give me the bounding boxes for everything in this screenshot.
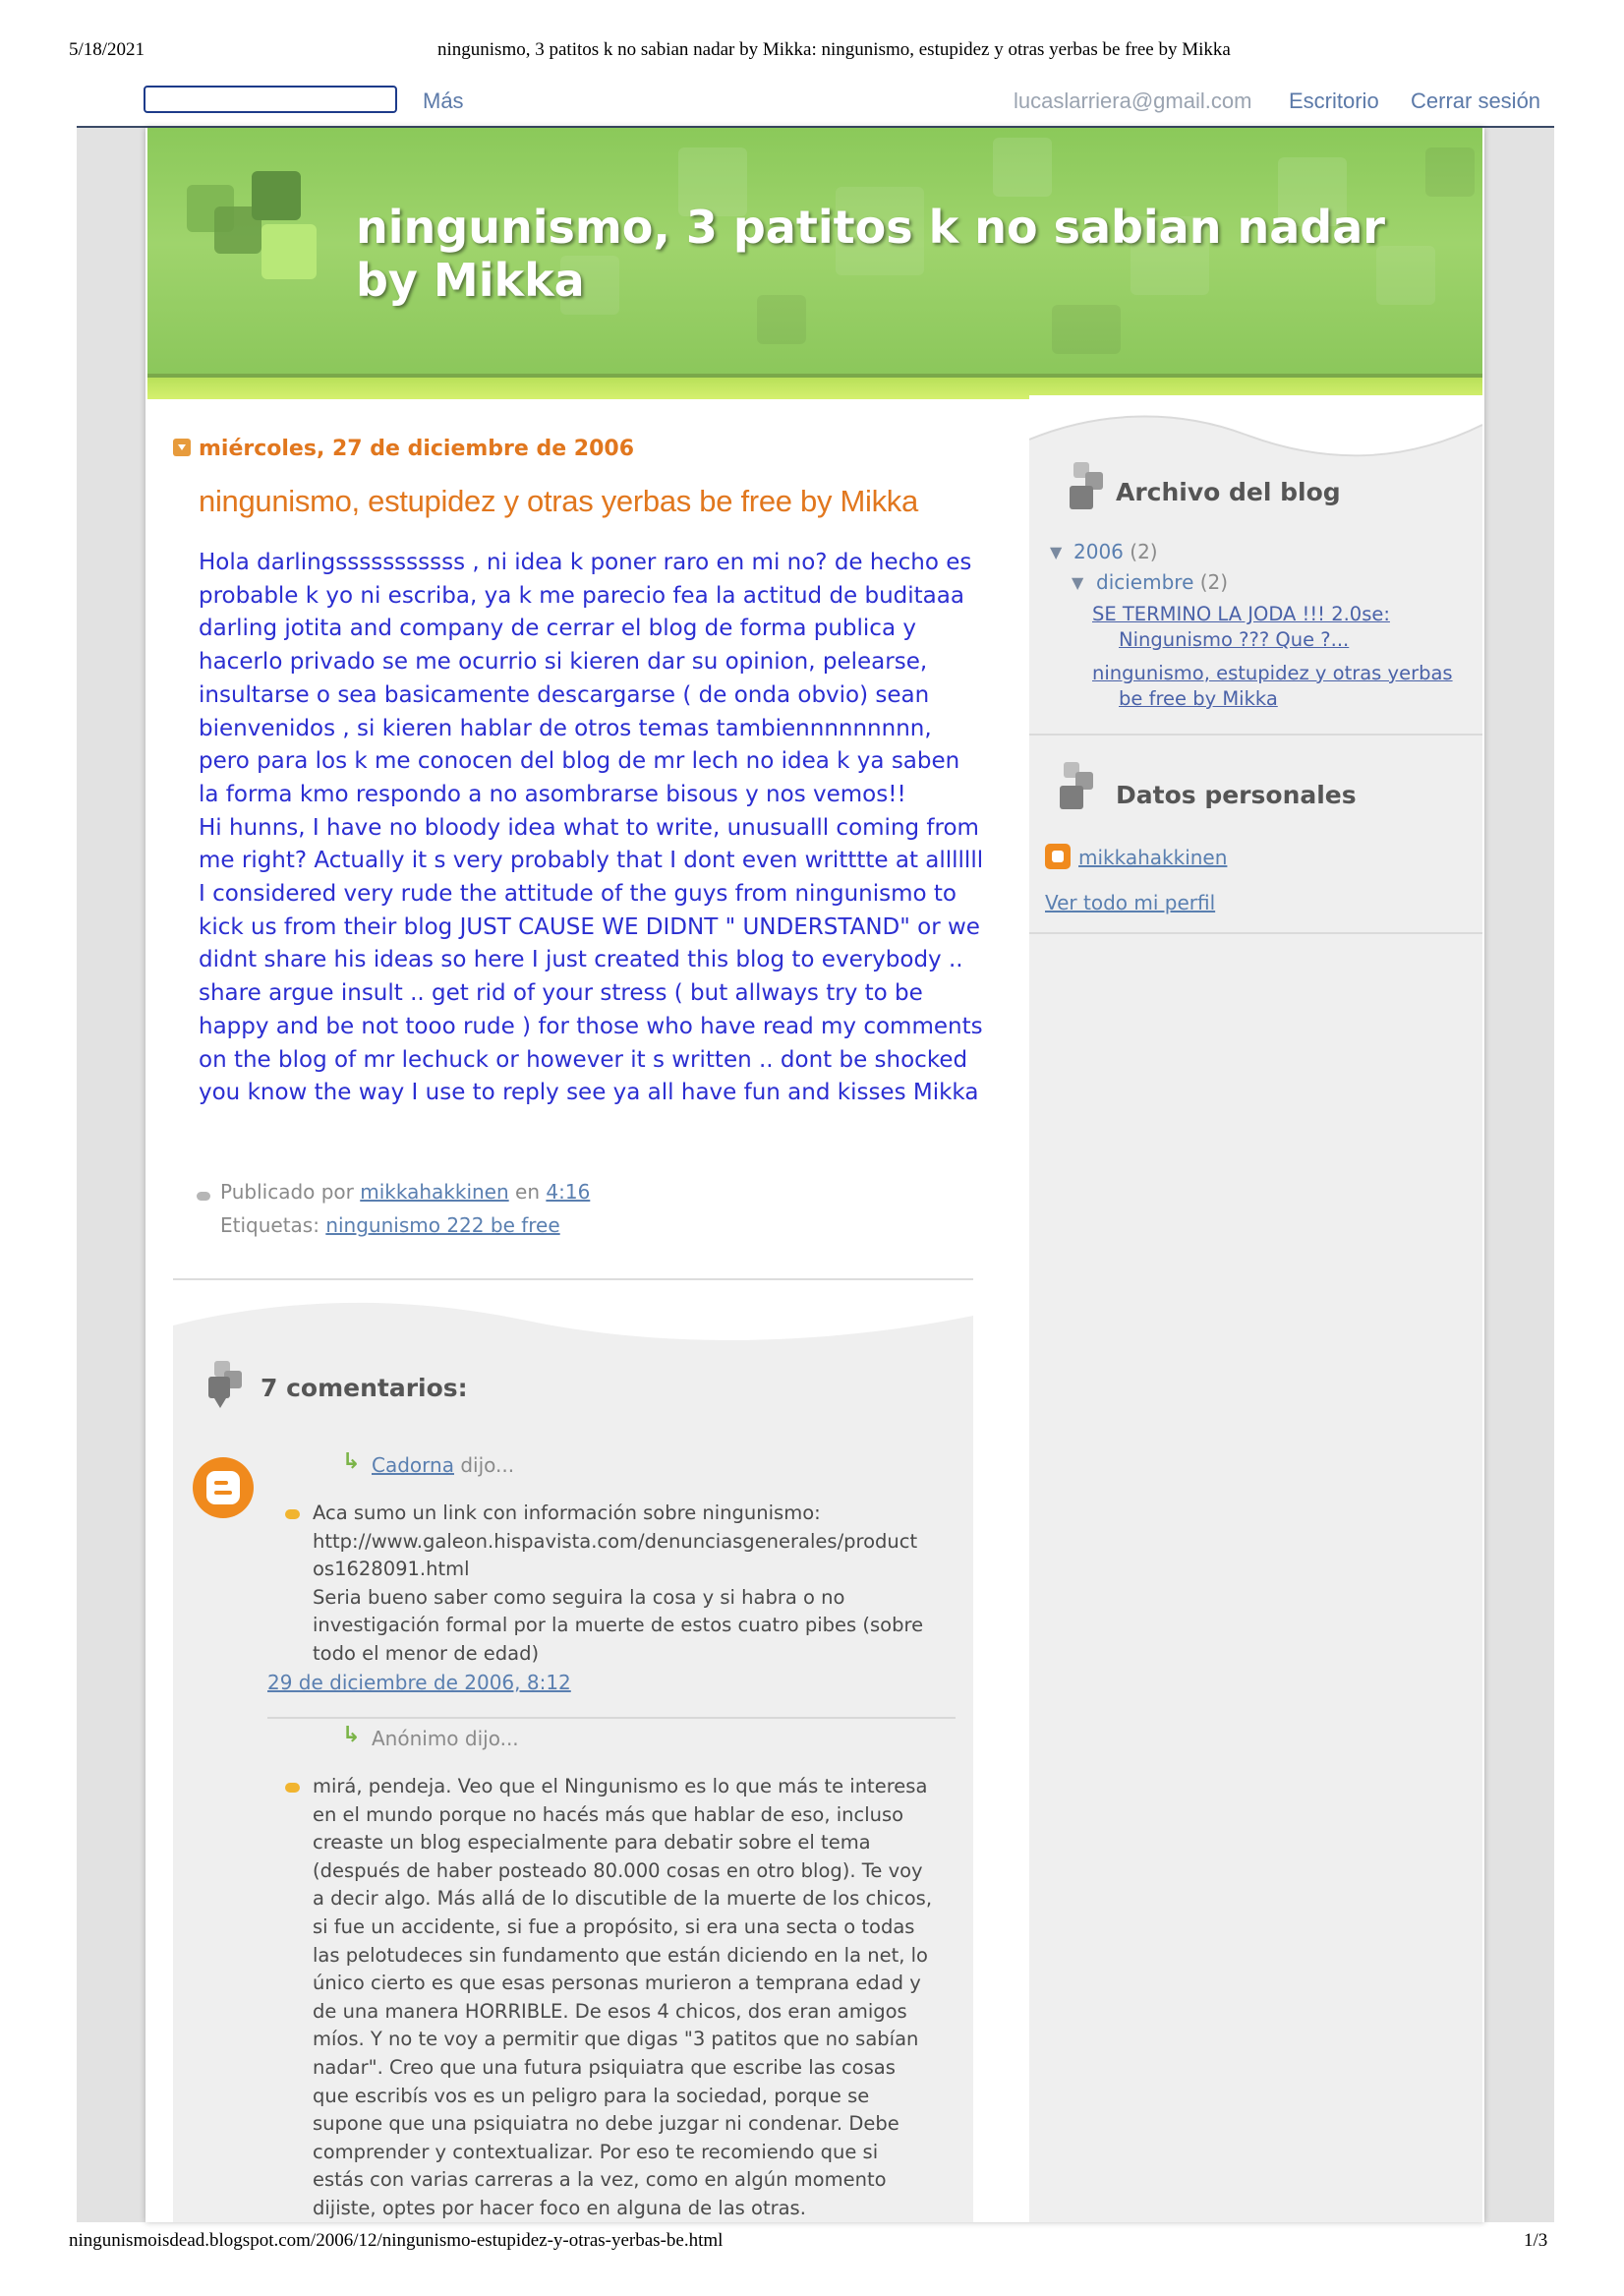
comment-line: supone que una psiquiatra no debe juzgar ni condenar. Debe — [313, 2112, 899, 2136]
comment-line: todo el menor de edad) — [313, 1641, 540, 1665]
comment-line: dijiste, optes por hacer foco en alguna de las otras. — [313, 2196, 806, 2219]
archive-year-row — [1073, 540, 1158, 563]
blogger-logo-icon — [206, 1471, 240, 1504]
reply-arrow-icon: ↳ — [342, 1449, 361, 1474]
sign-out-link[interactable]: Cerrar sesión — [1411, 88, 1541, 113]
header-logo-square-icon — [261, 224, 317, 279]
comment-line: si fue un accidente, si fue a propósito, si era una secta o todas — [313, 1914, 915, 1938]
comments-icon — [206, 1361, 246, 1410]
more-link[interactable]: Más — [423, 88, 464, 113]
post-body — [199, 547, 985, 1110]
print-url: ningunismoisdead.blogspot.com/2006/12/ningunismo-estupidez-y-otras-yerbas-be.html — [69, 2230, 724, 2251]
archive-post-line: ningunismo, estupidez y otras yerbas — [1092, 662, 1453, 684]
comment-author-anonymous: Anónimo dijo... — [372, 1727, 519, 1750]
comment-bubble-icon — [285, 1783, 300, 1793]
comments-wave-decoration — [173, 1296, 973, 1355]
archive-year-toggle-icon[interactable]: ▼ — [1050, 543, 1063, 561]
comment-line: las pelotudeces sin fundamento que están diciendo en la net, lo — [313, 1943, 928, 1967]
comment-line: míos. Y no te voy a permitir que digas "3 patitos que no sabían — [313, 2028, 919, 2051]
comment-author-link[interactable]: Cadorna — [372, 1453, 454, 1477]
blogger-profile-icon — [1045, 844, 1071, 869]
post-footer-labels — [220, 1213, 560, 1237]
post-time-link[interactable]: 4:16 — [546, 1180, 591, 1204]
sidebar-wave-decoration — [1029, 395, 1482, 464]
user-email: lucaslarriera@gmail.com — [1014, 88, 1252, 113]
comment-said-label: dijo... — [460, 1453, 515, 1477]
post-divider — [173, 1278, 973, 1280]
sidebar-divider — [1029, 734, 1482, 736]
archive-month-link[interactable]: diciembre — [1096, 570, 1194, 594]
commenter-avatar[interactable] — [193, 1457, 254, 1518]
archive-post-line: be free by Mikka — [1119, 687, 1278, 710]
navbar-search-input[interactable] — [144, 86, 397, 113]
blogger-navbar — [77, 79, 1554, 128]
full-profile-link[interactable]: Ver todo mi perfil — [1045, 891, 1216, 914]
comment-line: en el mundo porque no hacés más que hablar de eso, incluso — [313, 1802, 904, 1826]
comments-count-header: 7 comentarios: — [261, 1374, 468, 1402]
post-title[interactable]: ningunismo, estupidez y otras yerbas be free by Mikka — [199, 484, 918, 518]
dashboard-link[interactable]: Escritorio — [1289, 88, 1379, 113]
archive-month-toggle-icon[interactable]: ▼ — [1072, 573, 1084, 592]
profile-title: Datos personales — [1116, 781, 1357, 809]
comment-date-link[interactable]: 29 de diciembre de 2006, 8:12 — [267, 1671, 571, 1694]
archive-year-link[interactable]: 2006 — [1073, 540, 1124, 563]
archive-post-line: Ningunismo ??? Que ?... — [1119, 628, 1350, 651]
post-footer-byline — [220, 1180, 590, 1204]
comment-line: Seria bueno saber como seguira la cosa y si habra o no — [313, 1585, 845, 1609]
post-paragraph: Hi hunns, I have no bloody idea what to write, unusualll coming from me right? Actually it s very probably that I dont even writttte at alllllll I considered very rude the attitude of the guys from ningunismo to kick us from their blog JUST CAUSE WE DIDNT " UNDERSTAND" or we didnt share his ideas so here I just created this blog to everybody .. share argue insult .. get rid of your stress ( but allways try to be happy and be not tooo rude ) for those who have read my comments on the blog of mr lechuck or however it s written .. dont be shocked you know the way I use to reply see ya all have fun and kisses Mikka — [199, 814, 984, 1106]
labels-label: Etiquetas: — [220, 1213, 319, 1237]
profile-widget-icon — [1060, 762, 1099, 811]
profile-name-link[interactable]: mikkahakkinen — [1078, 846, 1228, 869]
sidebar-divider — [1029, 932, 1482, 934]
comment-line: os1628091.html — [313, 1558, 470, 1581]
header-logo-square-icon — [252, 171, 301, 220]
comment-line: de una manera HORRIBLE. De esos 4 chicos, dos eran amigos — [313, 1999, 907, 2023]
print-date: 5/18/2021 — [69, 39, 145, 60]
archive-month-row — [1096, 570, 1228, 594]
print-title: ningunismo, 3 patitos k no sabian nadar by Mikka: ningunismo, estupidez y otras yerbas be free by Mikka — [437, 39, 1231, 60]
archive-month-count: (2) — [1199, 570, 1229, 594]
comment-divider — [267, 1717, 956, 1719]
archive-post-link[interactable] — [1092, 602, 1476, 653]
archive-post-line: SE TERMINO LA JODA !!! 2.0se: — [1092, 603, 1390, 625]
comment-line: Aca sumo un link con información sobre ningunismo: — [313, 1501, 821, 1524]
comment-line: que escribís vos es un peligro para la sociedad, porque se — [313, 2084, 870, 2107]
archive-post-link[interactable] — [1092, 661, 1476, 712]
comment-line: a decir algo. Más allá de lo discutible de la muerte de los chicos, — [313, 1887, 933, 1911]
comment-bubble-icon — [285, 1509, 300, 1519]
comment-line: único cierto es que esas personas murieron a temprana edad y — [313, 1972, 921, 1995]
comment-line: creaste un blog especialmente para debatir sobre el tema — [313, 1831, 871, 1854]
reply-arrow-icon: ↳ — [342, 1723, 361, 1747]
post-author-icon — [197, 1192, 210, 1201]
blog-title[interactable]: ningunismo, 3 patitos k no sabian nadar by Mikka — [356, 201, 1385, 307]
comment-line: mirá, pendeja. Veo que el Ningunismo es lo que más te interesa — [313, 1775, 928, 1797]
comment-author-line — [372, 1453, 514, 1477]
post-label-link[interactable]: ningunismo 222 be free — [325, 1213, 560, 1237]
date-arrow-icon — [173, 439, 191, 456]
comment-line: investigación formal por la muerte de estos cuatro pibes (sobre — [313, 1614, 924, 1637]
comment-line: comprender y contextualizar. Por eso te recomiendo que si — [313, 2140, 879, 2163]
post-paragraph: Hola darlingsssssssssss , ni idea k poner raro en mi no? de hecho es probable k yo ni escriba, ya k me parecio fea la actitud de buditaaa darling jotita and company de cerrar el blog de forma publica y hacerlo privado se me ocurrio si kieren dar su opinion, pelearse, insultarse o sea basicamente descargarse ( de onda obvio) sean bienvenidos , si kieren hablar de otros temas tambiennnnnnnnn, pero para los k me conocen del blog de mr lech no idea k ya saben la forma kmo respondo a no asombrarse bisous y nos vemos!! — [199, 550, 972, 807]
comment-line: nadar". Creo que una futura psiquiatra que escribe las cosas — [313, 2055, 896, 2079]
comment-body — [313, 1500, 942, 1669]
post-date-header: miércoles, 27 de diciembre de 2006 — [199, 437, 635, 461]
comment-line: (después de haber posteado 80.000 cosas en otro blog). Te voy — [313, 1858, 923, 1882]
comment-body — [313, 1773, 942, 2223]
comment-line: estás con varias carreras a la vez, como en algún momento — [313, 2168, 887, 2192]
at-label: en — [515, 1180, 541, 1204]
print-page-number: 1/3 — [1524, 2230, 1548, 2251]
archive-widget-icon — [1070, 462, 1109, 511]
posted-by-label: Publicado por — [220, 1180, 354, 1204]
archive-year-count: (2) — [1130, 540, 1158, 563]
post-author-link[interactable]: mikkahakkinen — [360, 1180, 509, 1204]
comment-line: http://www.galeon.hispavista.com/denunciasgenerales/product — [313, 1529, 918, 1553]
archive-title: Archivo del blog — [1116, 478, 1341, 506]
